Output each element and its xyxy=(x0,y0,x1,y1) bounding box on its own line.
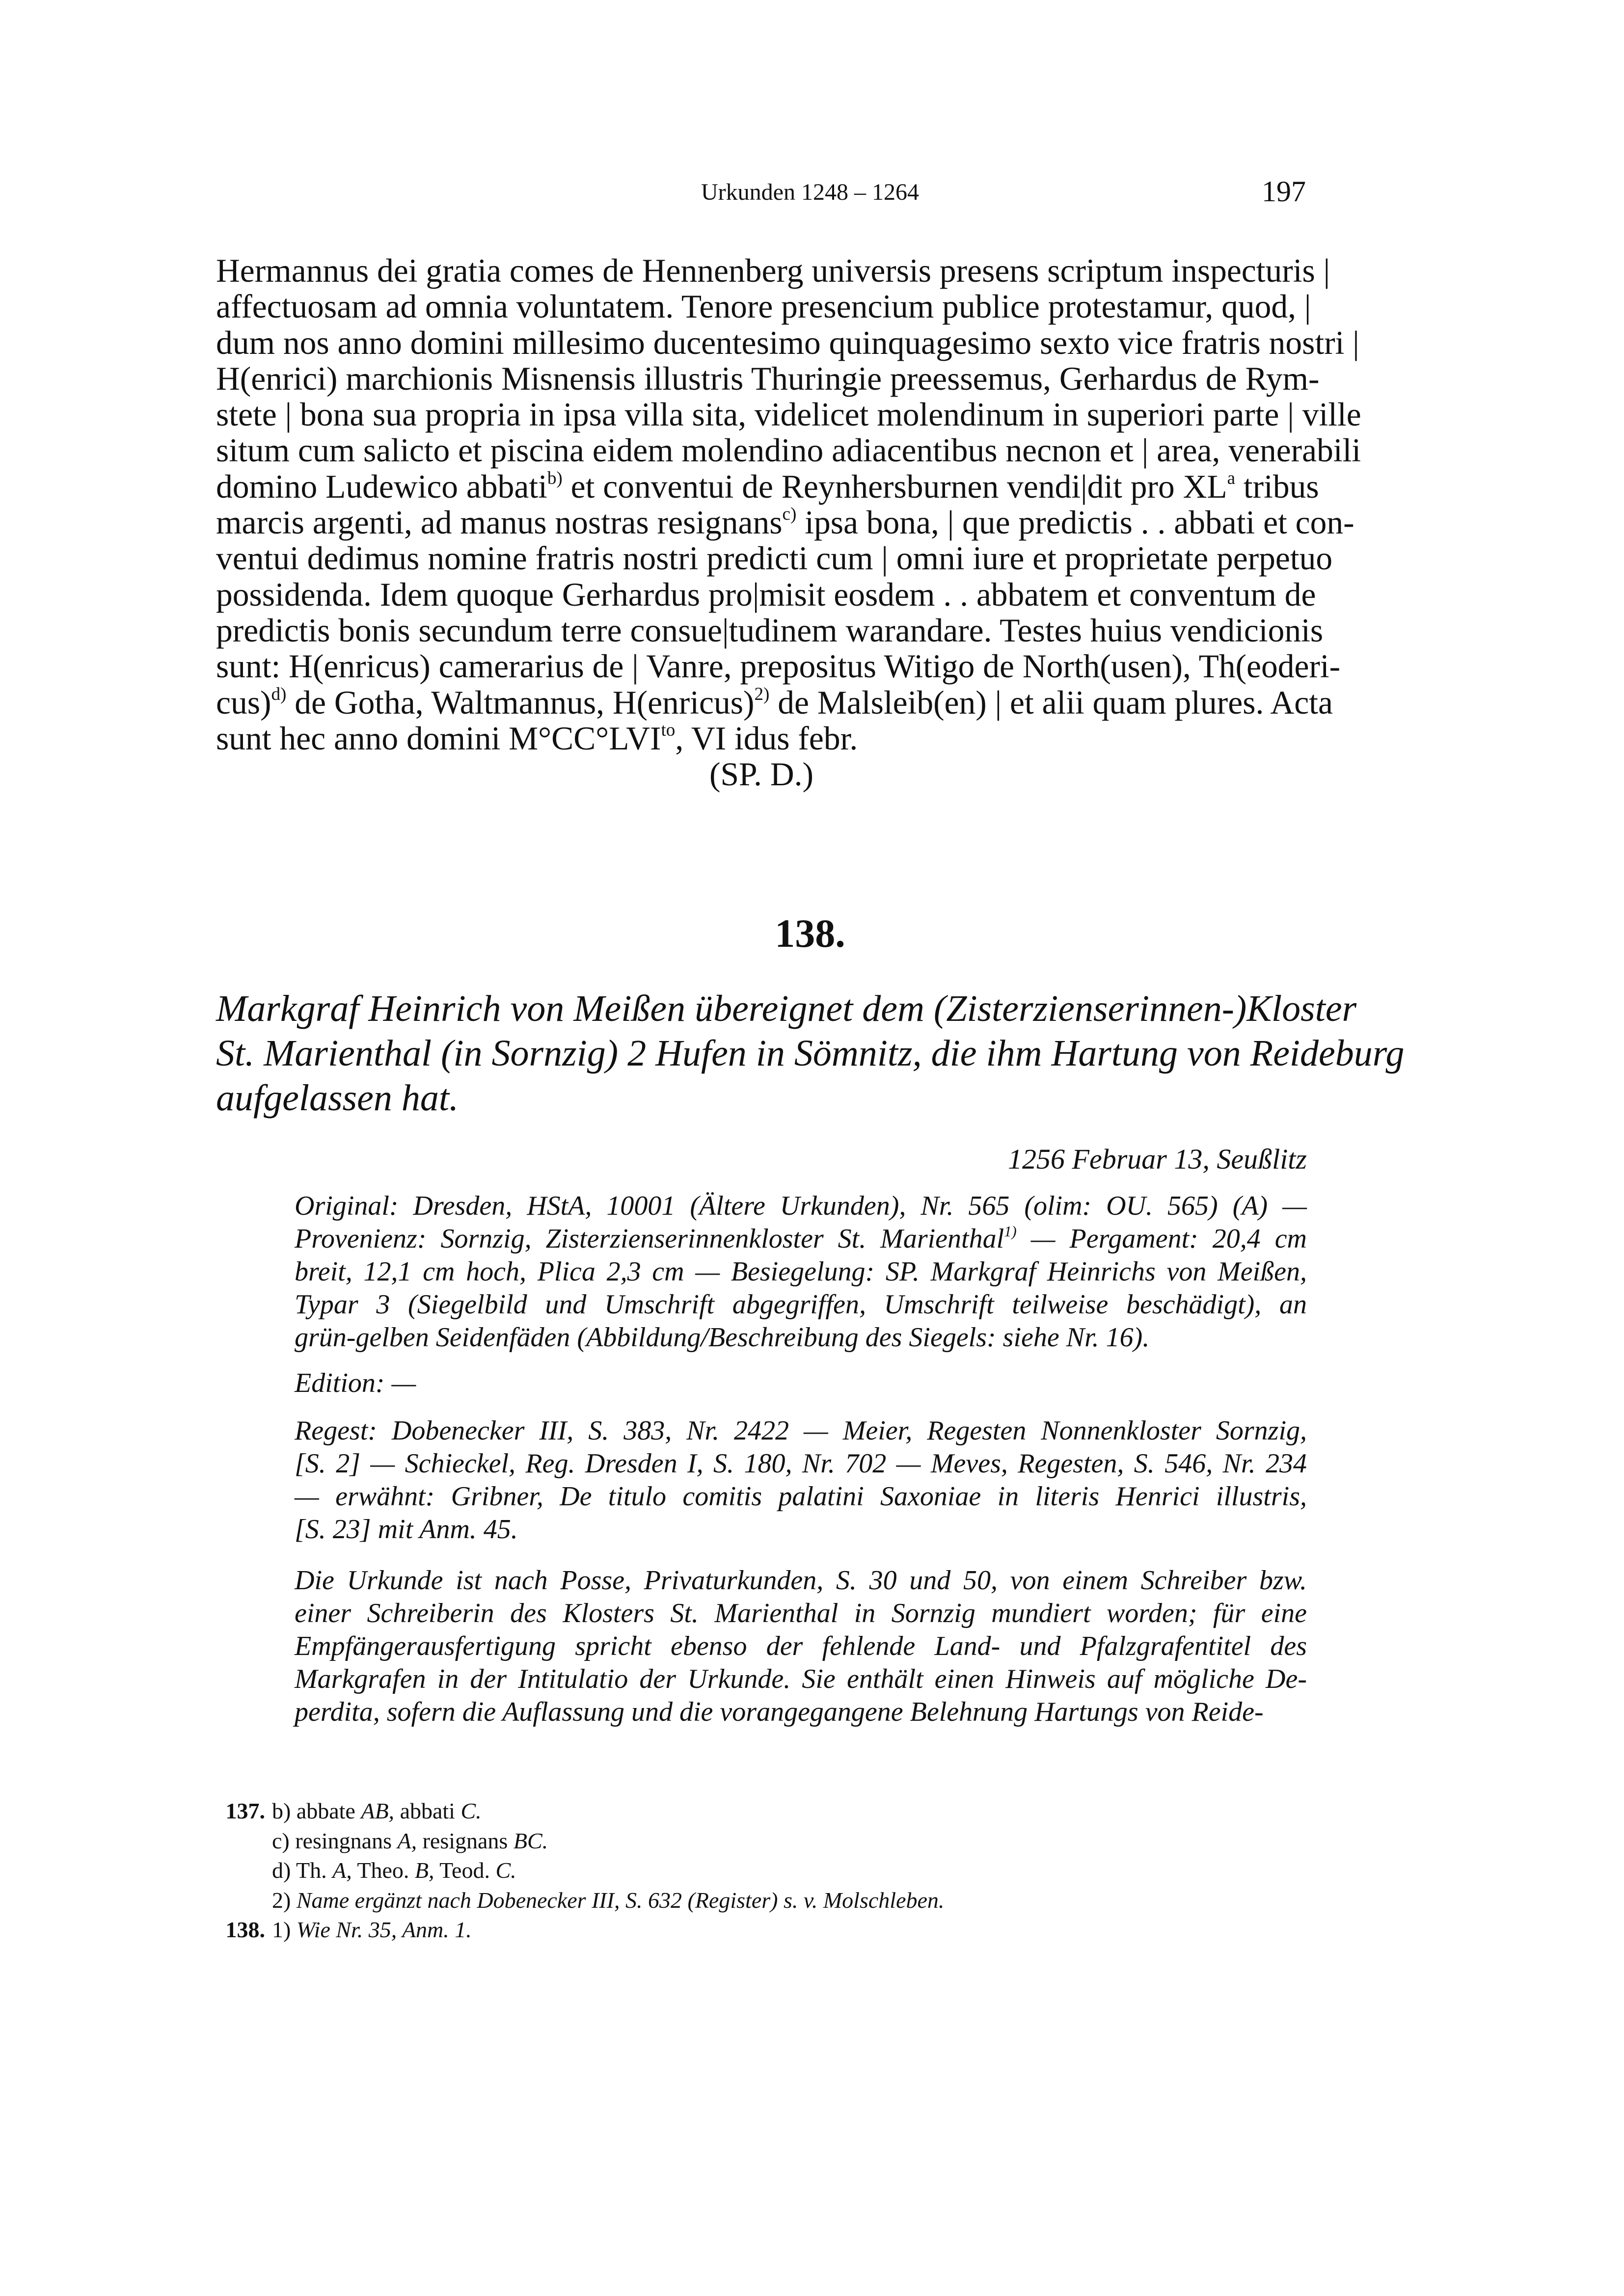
document-regest xyxy=(216,987,1405,1121)
footnote-marker: a xyxy=(1227,468,1236,488)
footnote-document-number xyxy=(216,1826,272,1856)
original-line xyxy=(295,1223,1307,1255)
seal-note: (SP. D.) xyxy=(709,756,813,793)
footnote-marker: d) xyxy=(271,684,287,704)
text-line xyxy=(216,504,1354,541)
text-line-segment: marcis argenti, ad manus nostras resignans xyxy=(216,504,783,541)
commentary xyxy=(295,1564,1307,1729)
text-line: H(enrici) marchionis Misnensis illustris Thuringie preessemus, Gerhardus de Rym- xyxy=(216,360,1320,397)
original-line: breit, 12,1 cm hoch, Plica 2,3 cm — Besiegelung: SP. Markgraf Heinrichs von Meißen, xyxy=(295,1256,1307,1287)
footnote-text-segment: Teod. xyxy=(434,1858,496,1883)
footnote-marker: b) xyxy=(547,468,563,488)
footnote-text-segment: d) Th. xyxy=(272,1858,333,1883)
footnote-text-segment: 1) xyxy=(272,1917,297,1942)
footnote xyxy=(216,1826,944,1856)
text-line-segment: ipsa bona, | que predictis . . abbati et con- xyxy=(796,504,1354,541)
footnote-text-segment: AB, xyxy=(361,1798,395,1823)
footnote-text-segment: Theo. xyxy=(352,1858,415,1883)
text-line xyxy=(216,468,1319,505)
text-line: dum nos anno domini millesimo ducentesimo quinquagesimo sexto vice fratris nostri | xyxy=(216,324,1359,361)
footnote-text xyxy=(272,1915,472,1945)
text-line-segment: de Gotha, Waltmannus, H(enricus) xyxy=(286,684,755,721)
regest-line: aufgelassen hat. xyxy=(216,1077,459,1119)
regest-literature-line: [S. 23] mit Anm. 45. xyxy=(295,1514,518,1545)
footnote-text-segment: b) abbate xyxy=(272,1798,361,1823)
text-line-segment: , VI idus febr. xyxy=(675,720,858,757)
footnote-marker: to xyxy=(661,720,676,741)
document-number: 138. xyxy=(775,911,845,956)
footnote xyxy=(216,1856,944,1886)
footnote-text-segment: 2) xyxy=(272,1887,297,1913)
original-line: Original: Dresden, HStA, 10001 (Ältere Urkunden), Nr. 565 (olim: OU. 565) (A) — xyxy=(295,1191,1307,1221)
original-line-segment: Provenienz: Sornzig, Zisterzienserinnenkloster St. Marienthal xyxy=(295,1224,1004,1254)
commentary-line: perdita, sofern die Auflassung und die vorangegangene Belehnung Hartungs von Reide- xyxy=(295,1697,1264,1727)
footnote-document-number xyxy=(216,1886,272,1916)
footnote-text xyxy=(272,1886,944,1916)
edition-text: Edition: — xyxy=(295,1368,416,1398)
date-place: 1256 Februar 13, Seußlitz xyxy=(1008,1143,1307,1175)
original-line-segment: — Pergament: 20,4 cm xyxy=(1016,1224,1307,1254)
text-line: situm cum salicto et piscina eidem molendino adiacentibus necnon et | area, venerabili xyxy=(216,432,1361,469)
footnote-text-segment: abbati xyxy=(394,1798,461,1823)
regest-literature-line: [S. 2] — Schieckel, Reg. Dresden I, S. 180, Nr. 702 — Meves, Regesten, S. 546, Nr. 234 xyxy=(295,1448,1307,1479)
text-line-segment: domino Ludewico abbati xyxy=(216,468,547,505)
regest-line: St. Marienthal (in Sornzig) 2 Hufen in Sömnitz, die ihm Hartung von Reideburg xyxy=(216,1033,1405,1074)
text-line xyxy=(216,721,1307,756)
footnote-text-segment: C. xyxy=(460,1798,482,1823)
original-line: grün-gelben Seidenfäden (Abbildung/Beschreibung des Siegels: siehe Nr. 16). xyxy=(295,1322,1150,1353)
footnote-document-number xyxy=(216,1856,272,1886)
original-description xyxy=(295,1190,1307,1354)
text-line-segment: cus) xyxy=(216,684,271,721)
footnote-marker: 1) xyxy=(1004,1223,1017,1240)
main-text xyxy=(216,252,1361,793)
footnote-text-segment: B, xyxy=(414,1858,434,1883)
footnote-marker: c) xyxy=(782,504,797,525)
regest-literature-line: — erwähnt: Gribner, De titulo comitis palatini Saxoniae in literis Henrici illustris, xyxy=(295,1481,1307,1512)
text-line: affectuosam ad omnia voluntatem. Tenore presencium publice protestamur, quod, | xyxy=(216,288,1311,325)
text-line: predictis bonis secundum terre consue|tudinem warandare. Testes huius vendicionis xyxy=(216,612,1324,649)
text-line: ventui dedimus nomine fratris nostri predicti cum | omni iure et proprietate perpetuo xyxy=(216,540,1333,577)
page-number: 197 xyxy=(1262,175,1306,208)
regest-line: Markgraf Heinrich von Meißen übereignet dem (Zisterzienserinnen-)Kloster xyxy=(216,988,1357,1029)
text-line: sunt: H(enricus) camerarius de | Vanre, prepositus Witigo de North(usen), Th(eoderi- xyxy=(216,648,1341,685)
footnote-marker: 2) xyxy=(754,684,770,704)
footnote-text-segment: Name ergänzt nach Dobenecker III, S. 632 (Register) s. v. Molschleben. xyxy=(296,1887,945,1913)
edition-line xyxy=(295,1367,1307,1400)
footnote-text xyxy=(272,1796,482,1826)
footnote-document-number: 137. xyxy=(225,1798,265,1823)
text-line xyxy=(216,684,1333,721)
commentary-line: Markgrafen in der Intitulatio der Urkunde. Sie enthält einen Hinweis auf mögliche De- xyxy=(295,1664,1307,1694)
text-line: Hermannus dei gratia comes de Hennenberg universis presens scriptum inspecturis | xyxy=(216,252,1330,289)
text-line-segment: tribus xyxy=(1235,468,1319,505)
footnote-text-segment: resignans xyxy=(417,1828,514,1853)
text-line: stete | bona sua propria in ipsa villa sita, videlicet molendinum in superiori parte | ville xyxy=(216,396,1361,433)
text-line-segment: sunt hec anno domini M°CC°LVI xyxy=(216,720,661,757)
commentary-line: einer Schreiberin des Klosters St. Marienthal in Sornzig mundiert worden; für eine xyxy=(295,1598,1307,1629)
regest-literature-line: Regest: Dobenecker III, S. 383, Nr. 2422 — Meier, Regesten Nonnenkloster Sornzig, xyxy=(295,1415,1307,1446)
text-line: possidenda. Idem quoque Gerhardus pro|misit eosdem . . abbatem et conventum de xyxy=(216,576,1316,613)
text-line-segment: et conventui de Reynhersburnen vendi|dit pro XL xyxy=(562,468,1227,505)
footnote-text xyxy=(272,1856,516,1886)
footnote-text-segment: BC. xyxy=(513,1828,548,1853)
footnote-text-segment: A, xyxy=(397,1828,417,1853)
footnote xyxy=(216,1796,944,1826)
running-title: Urkunden 1248 – 1264 xyxy=(701,179,919,205)
commentary-line: Die Urkunde ist nach Posse, Privaturkunden, S. 30 und 50, von einem Schreiber bzw. xyxy=(295,1565,1307,1596)
text-line-segment: de Malsleib(en) | et alii quam plures. Acta xyxy=(769,684,1333,721)
footnote xyxy=(216,1915,944,1945)
footnote-text-segment: A, xyxy=(332,1858,352,1883)
commentary-line: Empfängerausfertigung spricht ebenso der fehlende Land- und Pfalzgrafentitel des xyxy=(295,1631,1307,1661)
footnote-document-number: 138. xyxy=(225,1917,265,1942)
footnote-text-segment: c) resingnans xyxy=(272,1828,398,1853)
footnote-text xyxy=(272,1826,548,1856)
footnotes xyxy=(216,1796,944,1945)
footnote xyxy=(216,1886,944,1916)
regest-literature xyxy=(295,1415,1307,1546)
footnote-text-segment: Wie Nr. 35, Anm. 1. xyxy=(296,1917,472,1942)
footnote-text-segment: C. xyxy=(495,1858,516,1883)
original-line: Typar 3 (Siegelbild und Umschrift abgegriffen, Umschrift teilweise beschädigt), an xyxy=(295,1289,1307,1320)
